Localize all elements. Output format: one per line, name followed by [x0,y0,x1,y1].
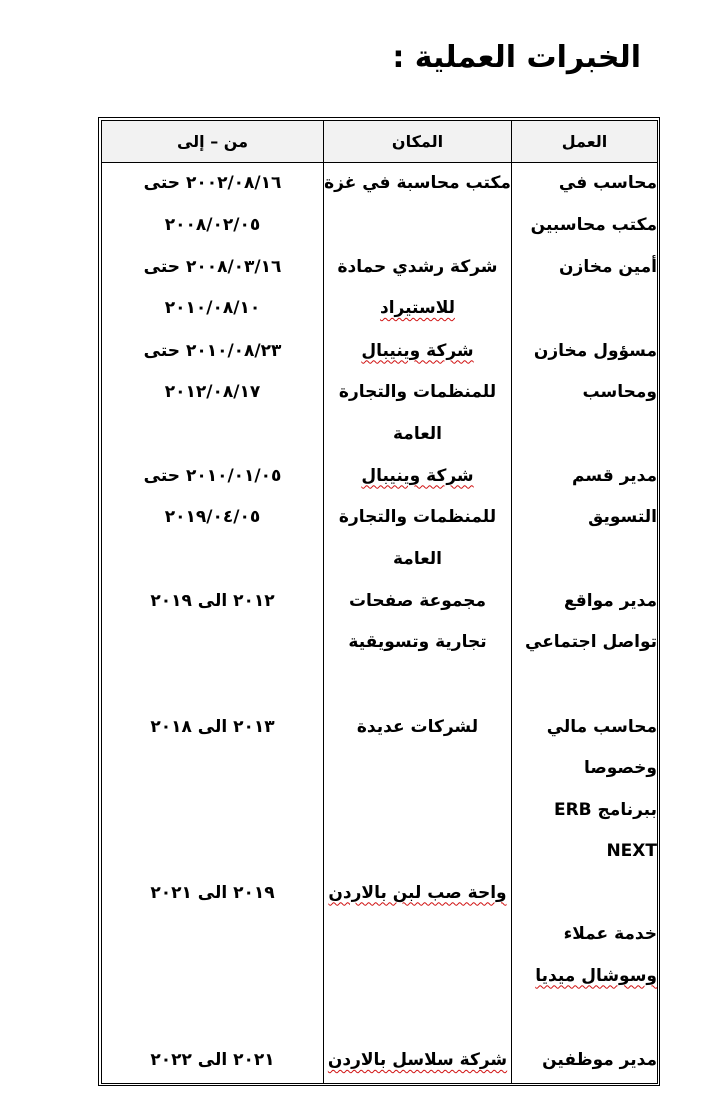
period-line: ٢٠٠٨/٠٢/٠٥ [164,214,261,235]
work-cell [512,456,658,581]
place-line [324,873,511,915]
table-row [102,707,658,999]
period-line: ٢٠١٠/٠٨/٢٣ حتى [143,340,282,361]
place-cell [324,331,512,456]
header-period: من – إلى [102,121,324,163]
table-row [102,163,658,247]
period-cell [102,331,324,456]
table-row [102,456,658,581]
period-line: ٢٠١٢/٠٨/١٧ [164,382,261,402]
place-line: للمنظمات والتجارة [338,382,497,402]
spell-underlined-word: واحة صب لبن بالاردن [328,882,507,903]
work-cell [512,247,658,331]
work-line [512,956,657,998]
period-line: ٢٠١٩/٠٤/٠٥ [164,507,261,527]
work-line: محاسب مالي [546,716,657,737]
place-cell [324,163,512,247]
header-work: العمل [512,121,658,163]
place-line [324,456,511,498]
place-cell [324,581,512,707]
table-row [102,581,658,707]
work-line [512,873,657,915]
place-cell [324,707,512,999]
place-line: مكتب محاسبة في غزة [324,173,511,193]
spell-underlined-word: وسوشال ميديا [535,965,657,986]
work-line: محاسب في [558,173,657,193]
period-cell [102,163,324,247]
work-cell [512,163,658,247]
place-line [324,790,511,832]
period-line: ٢٠٠٨/٠٣/١٦ حتى [143,256,282,277]
period-line: ٢٠١٢ الى ٢٠١٩ [150,590,275,611]
work-line: وخصوصا [583,758,657,778]
work-line: أمين مخازن [559,256,657,277]
period-line: ٢٠٠٢/٠٨/١٦ حتى [143,173,282,193]
work-line: مدير موظفين [542,1050,657,1070]
period-line [102,999,323,1041]
work-line: مسؤول مخازن [533,340,657,361]
place-line: للمنظمات والتجارة [338,507,497,527]
period-line: ٢٠١٩ الى ٢٠٢١ [150,882,275,903]
place-line: العامة [392,548,443,569]
page-title: الخبرات العملية : [392,40,641,75]
place-line [324,831,511,873]
table-header-row [102,121,658,163]
place-line: مجموعة صفحات [348,590,487,611]
period-line: ٢٠١٠/٠٨/١٠ [164,298,261,318]
period-line [102,831,323,873]
work-line: مكتب محاسبين [530,214,657,235]
period-line: ٢٠٢١ الى ٢٠٢٢ [150,1050,275,1070]
spell-underlined-word: شركة وينيبال [361,340,474,361]
work-line: NEXT [606,841,657,861]
period-line [102,748,323,790]
work-line: خدمة عملاء [563,924,657,944]
period-cell [102,247,324,331]
spell-underlined-word: شركة وينيبال [361,465,474,486]
table-row [102,999,658,1084]
place-line [324,999,511,1041]
work-line: مدير قسم [572,465,657,486]
period-cell [102,707,324,999]
period-cell [102,581,324,707]
period-line: ٢٠١٣ الى ٢٠١٨ [150,716,275,737]
experience-table [101,120,658,1084]
place-line [324,1040,511,1082]
period-line [102,790,323,832]
work-cell [512,581,658,707]
work-line: ببرنامج ERB [553,799,657,820]
place-line [324,331,511,373]
place-cell [324,247,512,331]
table-row [102,331,658,456]
work-cell [512,331,658,456]
work-cell [512,999,658,1084]
place-line: شركة رشدي حمادة [337,256,498,277]
header-place: المكان [324,121,512,163]
spell-underlined-word: للاستيراد [379,298,455,318]
work-line [512,999,657,1041]
spell-underlined-word: شركة سلاسل بالاردن [327,1050,508,1070]
place-cell [324,456,512,581]
work-line: مدير مواقع [564,590,657,611]
table-row [102,247,658,331]
place-line: لشركات عديدة [356,716,479,737]
place-line: تجارية وتسويقية [348,632,487,652]
place-cell [324,999,512,1084]
place-line [324,288,511,330]
work-cell [512,707,658,999]
work-line: تواصل اجتماعي [525,632,657,652]
place-line [324,748,511,790]
place-line: العامة [392,423,443,444]
period-line: ٢٠١٠/٠١/٠٥ حتى [143,465,282,486]
period-cell [102,456,324,581]
work-line: التسويق [588,507,657,527]
period-cell [102,999,324,1084]
work-line: ومحاسب [582,382,657,402]
